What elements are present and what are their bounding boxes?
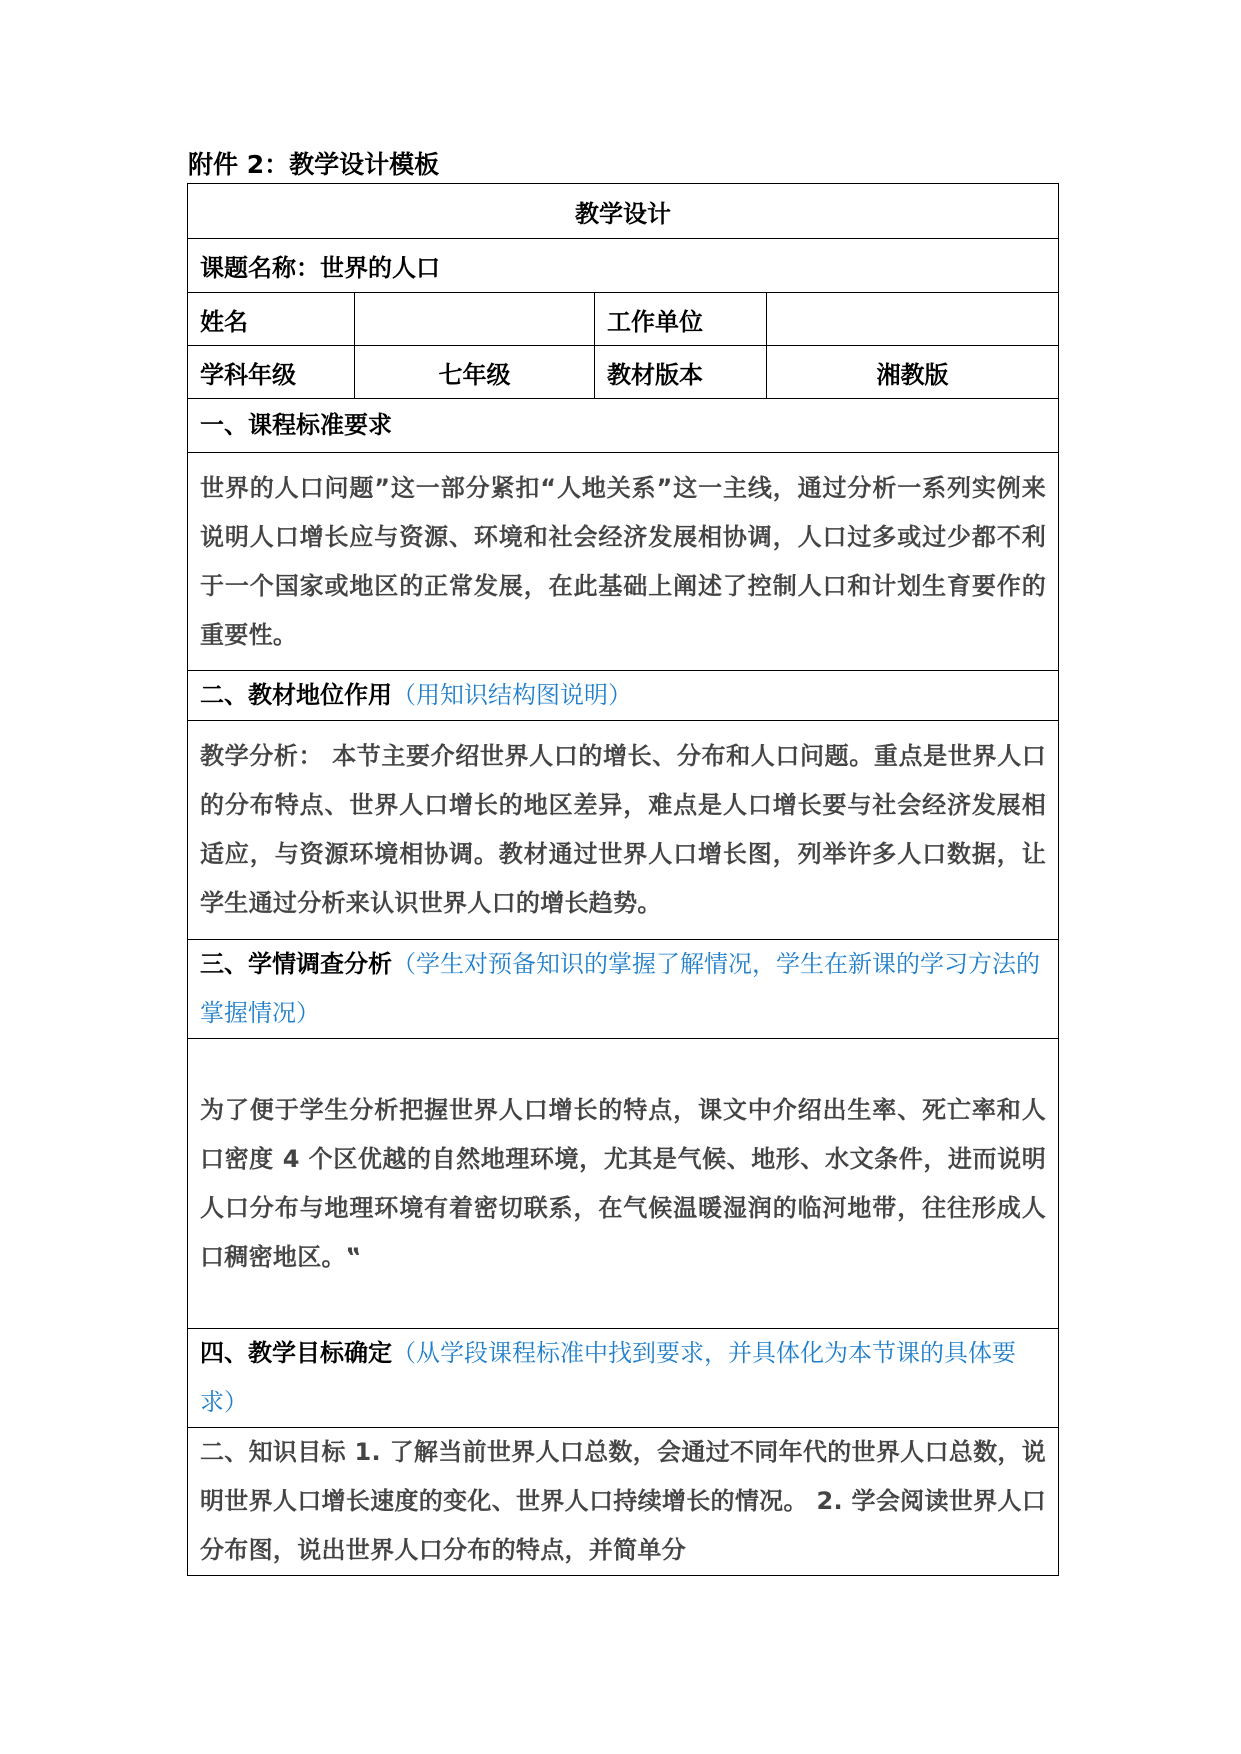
work-unit-label: 工作单位 — [595, 293, 767, 346]
textbook-edition-label: 教材版本 — [595, 346, 767, 399]
section-3-body: 为了便于学生分析把握世界人口增长的特点，课文中介绍出生率、死亡率和人口密度 4 个区优越的自然地理环境，尤其是气候、地形、水文条件，进而说明人口分布与地理环境有着密切联系，在气候温暖湿润的临河地带，往往形成人口稠密地区。‟ — [188, 1039, 1059, 1329]
info-row-name — [188, 293, 1059, 346]
section-2-body: 教学分析： 本节主要介绍世界人口的增长、分布和人口问题。重点是世界人口的分布特点、世界人口增长的地区差异，难点是人口增长要与社会经济发展相适应，与资源环境相协调。教材通过世界人口增长图，列举许多人口数据，让学生通过分析来认识世界人口的增长趋势。 — [188, 721, 1059, 940]
section-3-header-row — [188, 940, 1059, 1039]
section-1-title: 一、课程标准要求 — [200, 411, 392, 439]
section-4-heading — [188, 1329, 1059, 1428]
topic-cell: 课题名称：世界的人口 — [188, 239, 1059, 293]
section-2-hint: （用知识结构图说明） — [392, 681, 632, 709]
name-value — [355, 293, 595, 346]
section-4-title: 四、教学目标确定 — [200, 1339, 392, 1367]
name-label: 姓名 — [188, 293, 355, 346]
section-1-body: 世界的人口问题”这一部分紧扣“人地关系”这一主线，通过分析一系列实例来说明人口增长应与资源、环境和社会经济发展相协调，人口过多或过少都不利于一个国家或地区的正常发展，在此基础上阐述了控制人口和计划生育要作的重要性。 — [188, 453, 1059, 671]
topic-row — [188, 239, 1059, 293]
section-1-body-row — [188, 453, 1059, 671]
table-header: 教学设计 — [188, 184, 1059, 239]
section-4-hint: （从学段课程标准中找到要求，并具体化为本节课的具体要求） — [200, 1339, 1016, 1416]
document-title: 附件 2：教学设计模板 — [188, 150, 440, 179]
section-2-heading — [188, 671, 1059, 721]
section-4-body: 二、知识目标 1. 了解当前世界人口总数，会通过不同年代的世界人口总数，说明世界人口增长速度的变化、世界人口持续增长的情况。 2. 学会阅读世界人口分布图，说出世界人口分布的特点，并简单分 — [188, 1428, 1059, 1576]
section-1-heading — [188, 399, 1059, 453]
teaching-design-table — [187, 183, 1059, 1576]
section-3-hint: （学生对预备知识的掌握了解情况，学生在新课的学习方法的掌握情况） — [200, 950, 1040, 1027]
section-2-header-row — [188, 671, 1059, 721]
section-4-body-row — [188, 1428, 1059, 1576]
section-3-body-row — [188, 1039, 1059, 1329]
subject-grade-label: 学科年级 — [188, 346, 355, 399]
textbook-edition-value: 湘教版 — [767, 346, 1059, 399]
work-unit-value — [767, 293, 1059, 346]
table-header-row — [188, 184, 1059, 239]
subject-grade-value: 七年级 — [355, 346, 595, 399]
section-3-heading — [188, 940, 1059, 1039]
section-2-body-row — [188, 721, 1059, 940]
section-1-header-row — [188, 399, 1059, 453]
section-3-title: 三、学情调查分析 — [200, 950, 392, 978]
section-4-header-row — [188, 1329, 1059, 1428]
info-row-subject — [188, 346, 1059, 399]
section-2-title: 二、教材地位作用 — [200, 681, 392, 709]
